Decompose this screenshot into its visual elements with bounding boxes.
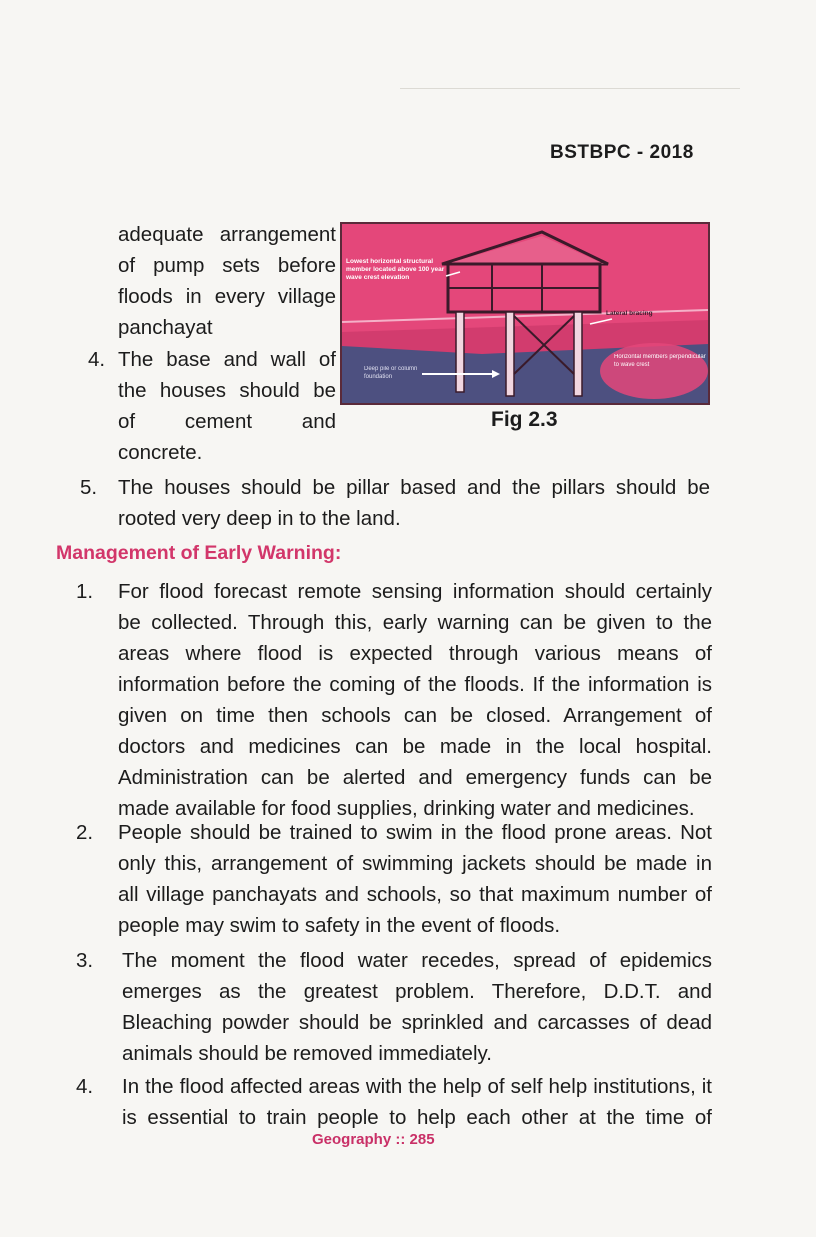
list-number: 3.	[76, 949, 94, 972]
text-line: adequate arrangement	[118, 223, 336, 246]
stilt-house-figure	[340, 222, 710, 405]
text-line: only this, arrangement of swimming jackets should be made in	[118, 852, 712, 875]
list-number: 5.	[80, 476, 98, 499]
text-line: made available for food supplies, drinking water and medicines.	[118, 797, 695, 820]
warning-item-3	[122, 945, 712, 1069]
text-line: floods in every village	[118, 285, 336, 308]
header-code: BSTBPC - 2018	[550, 142, 694, 163]
text-line: animals should be removed immediately.	[122, 1042, 492, 1065]
text-line: given on time then schools can be closed. Arrangement of	[118, 704, 712, 727]
text-line: all village panchayats and schools, so that maximum number of	[118, 883, 712, 906]
text-line: areas where flood is expected through various means of	[118, 642, 712, 665]
list-item-4	[118, 344, 336, 468]
warning-item-2	[118, 817, 712, 941]
label-lowest-horizontal: Lowest horizontal structural member located above 100 year wave crest elevation	[346, 258, 445, 281]
list-number: 4.	[76, 1075, 94, 1098]
text-line: is essential to train people to help each other at the time of	[122, 1106, 712, 1129]
text-line: of cement and	[118, 410, 336, 433]
text-line: people may swim to safety in the event of floods.	[118, 914, 561, 937]
text-line: emerges as the greatest problem. Therefore, D.D.T. and	[122, 980, 712, 1003]
label-horizontal-members: Horizontal members perpendicular to wave crest	[614, 354, 706, 368]
text-line: of pump sets before	[118, 254, 336, 277]
text-line: Bleaching powder should be sprinkled and carcasses of dead	[122, 1011, 712, 1034]
text-line: The moment the flood water recedes, spread of epidemics	[122, 949, 712, 972]
text-line: People should be trained to swim in the flood prone areas. Not	[118, 821, 712, 844]
list-number: 2.	[76, 821, 94, 844]
section-heading: Management of Early Warning:	[56, 542, 342, 564]
page-footer: Geography :: 285	[312, 1131, 435, 1148]
text-line: be collected. Through this, early warning can be given to the	[118, 611, 712, 634]
list-number: 1.	[76, 580, 94, 603]
text-line: Administration can be alerted and emergency funds can be	[118, 766, 712, 789]
text-line: In the flood affected areas with the help of self help institutions, it	[122, 1075, 712, 1098]
text-line: rooted very deep in to the land.	[118, 507, 401, 530]
list-item-3-continued	[118, 219, 336, 343]
text-line: The houses should be pillar based and the pillars should be	[118, 476, 710, 499]
warning-item-4	[122, 1071, 712, 1133]
figure-caption: Fig 2.3	[491, 408, 558, 431]
text-line: The base and wall of	[118, 348, 336, 371]
text-line: doctors and medicines can be made in the local hospital.	[118, 735, 712, 758]
text-line: information before the coming of the floods. If the information is	[118, 673, 712, 696]
label-lateral-bracing: Lateral bracing	[606, 310, 653, 317]
top-rule	[400, 88, 740, 89]
stilt-house-diagram	[342, 224, 708, 403]
text-line: For flood forecast remote sensing information should certainly	[118, 580, 712, 603]
text-line: concrete.	[118, 441, 203, 464]
warning-item-1	[118, 576, 712, 824]
text-line: panchayat	[118, 316, 213, 339]
text-line: the houses should be	[118, 379, 336, 402]
label-deep-piling: Deep pile or column foundation	[364, 366, 418, 380]
list-item-5	[118, 472, 710, 534]
list-number: 4.	[88, 348, 106, 371]
